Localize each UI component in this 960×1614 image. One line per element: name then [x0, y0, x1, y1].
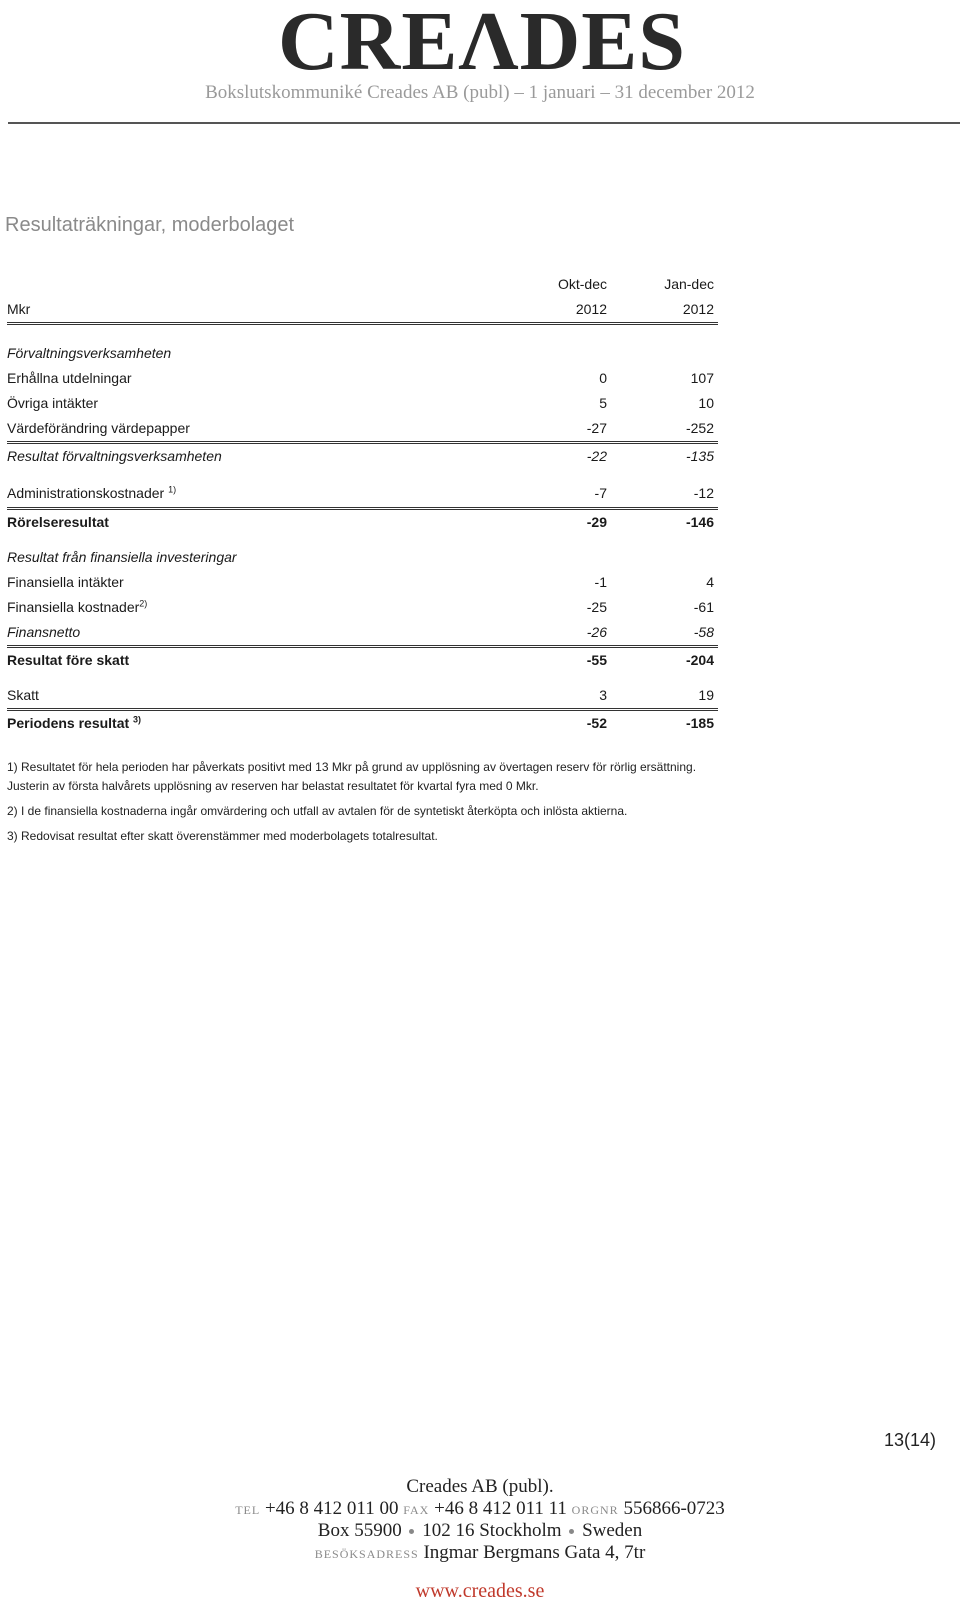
row-label: Skatt: [7, 687, 39, 703]
footer-company: Creades AB (publ).: [406, 1476, 554, 1497]
unit-label: Mkr: [7, 301, 31, 317]
footer-contact-line: [0, 1498, 960, 1520]
footer-address-line: [0, 1520, 960, 1542]
row-value-q4: -55: [586, 652, 607, 668]
row-label: Värdeförändring värdepapper: [7, 420, 190, 436]
separator-dot-icon: [569, 1529, 574, 1534]
col2-header-year: 2012: [682, 301, 714, 317]
income-statement-table: [7, 272, 718, 736]
row-label: Resultat förvaltningsverksamheten: [7, 448, 222, 464]
separator-dot-icon: [409, 1529, 414, 1534]
creades-logo: CREΛDES: [278, 0, 686, 88]
col1-header-period: Okt-dec: [557, 276, 607, 292]
fax-label: FAX: [403, 1503, 430, 1517]
row-value-fy: 10: [698, 395, 714, 411]
row-value-q4: 3: [599, 687, 607, 703]
footnote-ref: 2): [139, 598, 148, 609]
row-value-q4: -52: [586, 715, 607, 731]
tel-number: +46 8 412 011 00: [264, 1498, 399, 1519]
row-value-fy: -204: [685, 652, 714, 668]
col1-header-year: 2012: [575, 301, 607, 317]
row-value-fy: -12: [693, 485, 714, 501]
table-row: [7, 341, 718, 366]
row-label: Resultat före skatt: [7, 652, 130, 668]
footnote-1: 1) Resultatet för hela perioden har påverkats positivt med 13 Mkr på grund av upplösning av övertagen reserv för rörlig ersättning. Justerin av första halvårets upplösning av reserven har belastat resultatet för kvartal fyra med 0 Mkr.: [7, 760, 697, 793]
table-row-subtotal: [7, 620, 718, 648]
visit-label: BESÖKSADRESS: [314, 1547, 419, 1561]
postal-address: 102 16 Stockholm: [422, 1520, 562, 1541]
column-header-row-bottom: [7, 297, 718, 325]
footnote-2: 2) I de finansiella kostnaderna ingår omvärdering och utfall av avtalen för de syntetiskt återköpta och inlösta aktierna.: [7, 804, 628, 818]
row-label: Finansiella intäkter: [7, 574, 124, 590]
row-value-fy: -252: [685, 420, 714, 436]
row-value-q4: 0: [599, 370, 607, 386]
table-row: [7, 479, 718, 510]
orgnr-number: 556866-0723: [623, 1498, 725, 1519]
table-row: [7, 545, 718, 570]
report-subtitle: Bokslutskommuniké Creades AB (publ) – 1 januari – 31 december 2012: [205, 82, 755, 103]
row-label: Erhållna utdelningar: [7, 370, 132, 386]
row-label: Finansiella kostnader$^{2)}$: [7, 598, 148, 615]
row-label: Övriga intäkter: [7, 395, 99, 411]
row-value-fy: 107: [690, 370, 714, 386]
page-number: 13(14): [883, 1430, 936, 1450]
fax-number: +46 8 412 011 11: [434, 1498, 567, 1519]
row-value-fy: -185: [685, 715, 714, 731]
row-value-fy: -58: [693, 624, 714, 640]
row-value-q4: -1: [594, 574, 607, 590]
table-row-total: [7, 510, 718, 535]
table-row: [7, 416, 718, 444]
row-value-q4: -26: [586, 624, 607, 640]
row-value-q4: 5: [599, 395, 607, 411]
row-label: Administrationskostnader $^{1)}$: [7, 484, 177, 501]
row-label: Finansnetto: [7, 624, 81, 640]
section-title: Resultaträkningar, moderbolaget: [5, 214, 295, 236]
table-row-total: [7, 711, 718, 736]
row-value-fy: -61: [693, 599, 714, 615]
row-value-q4: -29: [586, 514, 607, 530]
table-row: [7, 366, 718, 391]
row-value-q4: -22: [586, 448, 607, 464]
row-label: Periodens resultat $^{3)}$: [7, 714, 142, 731]
row-value-q4: -7: [594, 485, 607, 501]
column-header-row-top: [7, 272, 718, 297]
table-row: [7, 391, 718, 416]
row-value-q4: -27: [586, 420, 607, 436]
table-row-total: [7, 648, 718, 673]
postbox: Box 55900: [317, 1520, 402, 1541]
row-value-fy: -135: [685, 448, 714, 464]
footnotes: [7, 758, 707, 852]
header-divider: [8, 122, 960, 124]
table-row: [7, 683, 718, 711]
footer-visit-line: [0, 1542, 960, 1564]
row-value-fy: 4: [706, 574, 714, 590]
tel-label: TEL: [235, 1503, 261, 1517]
orgnr-label: ORGNR: [571, 1503, 619, 1517]
row-value-fy: -146: [685, 514, 714, 530]
footnote-3: 3) Redovisat resultat efter skatt överenstämmer med moderbolagets totalresultat.: [7, 829, 438, 843]
row-value-q4: -25: [586, 599, 607, 615]
row-label: Förvaltningsverksamheten: [7, 345, 172, 361]
col2-header-period: Jan-dec: [664, 276, 714, 292]
table-row: [7, 595, 718, 620]
row-label: Rörelseresultat: [7, 514, 109, 530]
table-row-subtotal: [7, 444, 718, 469]
footnote-ref: 1): [168, 484, 177, 495]
country: Sweden: [582, 1520, 643, 1541]
table-row: [7, 570, 718, 595]
row-label: Resultat från finansiella investeringar: [7, 549, 237, 565]
website-link[interactable]: www.creades.se: [415, 1580, 545, 1602]
row-value-fy: 19: [698, 687, 714, 703]
footnote-ref: 3): [133, 714, 142, 725]
visit-address: Ingmar Bergmans Gata 4, 7tr: [423, 1542, 646, 1563]
